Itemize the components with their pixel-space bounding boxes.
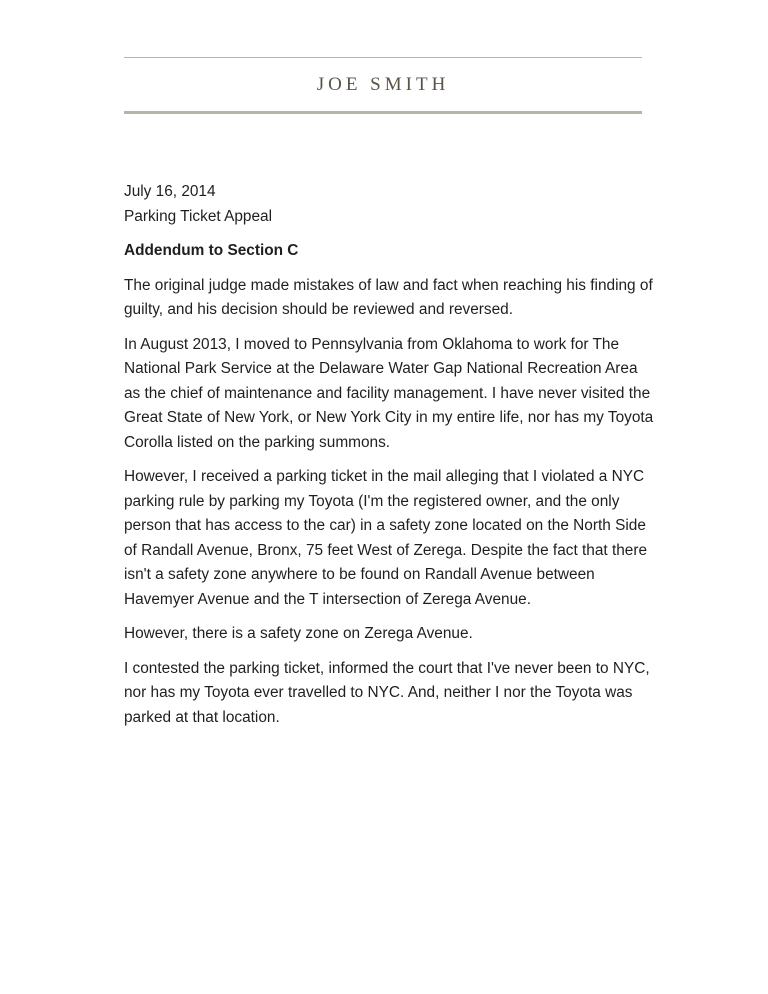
letterhead-top-rule [124, 57, 642, 58]
paragraph-4: However, there is a safety zone on Zerega Avenue. [124, 625, 473, 642]
letterhead-bottom-rule [124, 111, 642, 114]
section-heading: Addendum to Section C [124, 242, 299, 259]
paragraph-3: However, I received a parking ticket in the mail alleging that I violated a NYC parking rule by parking my Toyota (I'm the registered owner, and the only person that has access to the car) in a safety zone located on the North Side of Randall Avenue, Bronx, 75 feet West of Zerega. Despite the fact that there isn't a safety zone anywhere to be found on Randall Avenue between Havemyer Avenue and the T intersection of Zerega Avenue. [124, 468, 648, 608]
letter-date: July 16, 2014 [124, 183, 216, 200]
letter-body [124, 180, 654, 730]
paragraph-5: I contested the parking ticket, informed the court that I've never been to NYC, nor has my Toyota ever travelled to NYC. And, neither I nor the Toyota was parked at that location. [124, 659, 650, 726]
paragraph-2: In August 2013, I moved to Pennsylvania from Oklahoma to work for The National Park Service at the Delaware Water Gap National Recreation Area as the chief of maintenance and facility management. I have never visited the Great State of New York, or New York City in my entire life, nor has my Toyota Corolla listed on the parking summons. [124, 335, 654, 451]
letter-subject: Parking Ticket Appeal [124, 207, 273, 225]
paragraph-1: The original judge made mistakes of law and fact when reaching his finding of guilty, and his decision should be reviewed and reversed. [124, 276, 653, 318]
letterhead-name: JOE SMITH [316, 74, 450, 95]
